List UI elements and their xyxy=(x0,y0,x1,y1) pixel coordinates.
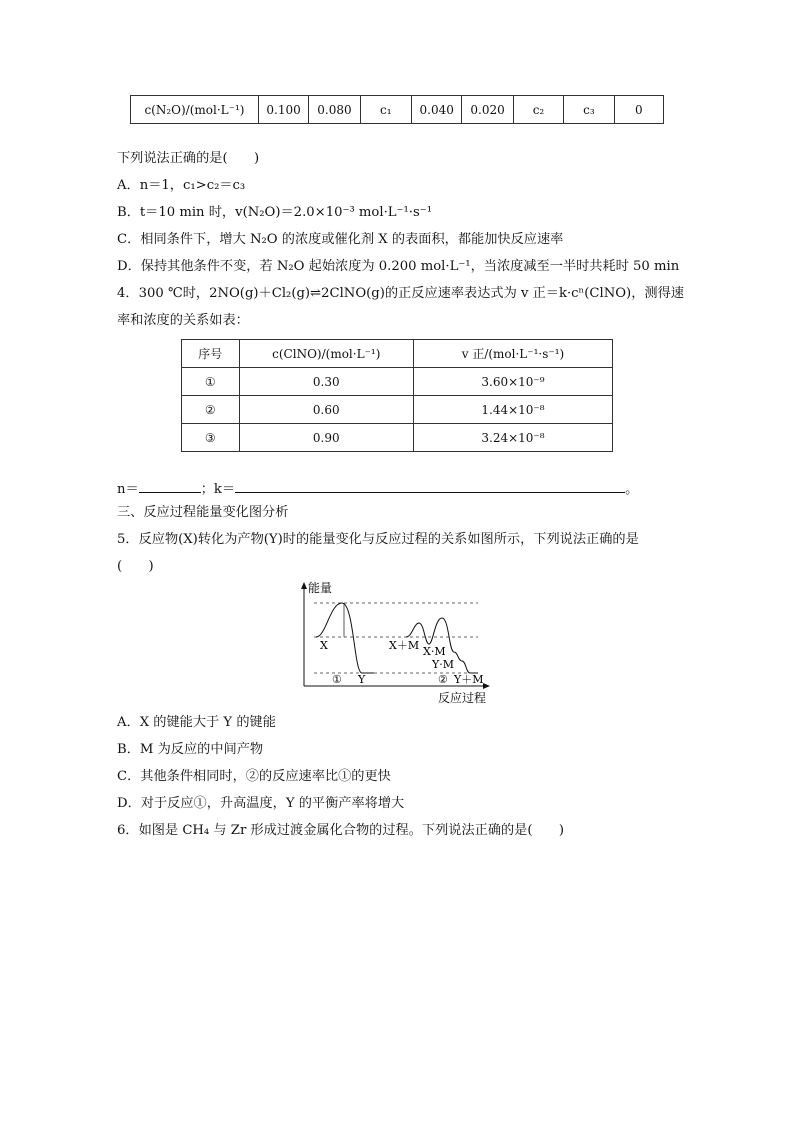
answer-n-blank[interactable] xyxy=(139,479,201,493)
q6-stem: 6．如图是 CH₄ 与 Zr 形成过渡金属化合物的过程。下列说法正确的是( ) xyxy=(117,823,565,838)
label-y-plus-m: Y＋M xyxy=(454,673,484,686)
q5-option-a: A．X 的键能大于 Y 的键能 xyxy=(117,715,276,730)
answer-n-label: n＝ xyxy=(117,482,139,497)
energy-diagram xyxy=(286,578,496,708)
label-x: X xyxy=(320,639,328,652)
x-axis-label: 反应过程 xyxy=(438,691,487,705)
label-y-dot-m: Y·M xyxy=(432,658,455,671)
table-cell: 0.080 xyxy=(309,96,360,124)
table-header-cell: c(N₂O)/(mol·L⁻¹) xyxy=(131,96,259,124)
table-header-row xyxy=(182,340,613,368)
q5-option-d: D．对于反应①，升高温度，Y 的平衡产率将增大 xyxy=(117,796,405,811)
label-x-dot-m: X·M xyxy=(423,645,446,658)
table-cell: ③ xyxy=(182,424,240,452)
q5-option-b: B．M 为反应的中间产物 xyxy=(117,742,264,757)
table-cell: 1.44×10⁻⁸ xyxy=(413,396,612,424)
n2o-concentration-table xyxy=(130,95,664,124)
q3-option-b: B．t＝10 min 时，v(N₂O)＝2.0×10⁻³ mol·L⁻¹·s⁻¹ xyxy=(117,205,432,220)
table-cell: 0 xyxy=(614,96,663,124)
q5-option-c: C．其他条件相同时，②的反应速率比①的更快 xyxy=(117,769,391,784)
table-cell: ① xyxy=(182,368,240,396)
table-cell: 0.100 xyxy=(258,96,308,124)
answer-end: 。 xyxy=(625,482,639,497)
table-header-cell: c(ClNO)/(mol·L⁻¹) xyxy=(239,340,413,368)
label-y: Y xyxy=(358,673,366,686)
table-row xyxy=(182,368,613,396)
q5-stem-line2: ( ) xyxy=(117,559,154,574)
q4-stem-line2: 率和浓度的关系如表： xyxy=(117,313,249,328)
q4-stem-line1: 4．300 ℃时，2NO(g)＋Cl₂(g)⇌2ClNO(g)的正反应速率表达式为 v 正＝k·cⁿ(ClNO)，测得速 xyxy=(117,286,684,301)
table-cell: 0.020 xyxy=(462,96,513,124)
table-cell: 0.60 xyxy=(239,396,413,424)
label-path-1: ① xyxy=(332,673,342,686)
q3-option-a: A．n＝1，c₁>c₂＝c₃ xyxy=(117,178,246,193)
table-header-cell: 序号 xyxy=(182,340,240,368)
y-axis-arrow xyxy=(301,582,307,589)
table-cell: 0.30 xyxy=(239,368,413,396)
q3-option-d: D．保持其他条件不变，若 N₂O 起始浓度为 0.200 mol·L⁻¹，当浓度减至一半时共耗时 50 min xyxy=(117,259,680,274)
path-1-curve xyxy=(316,603,374,673)
table-cell: 3.60×10⁻⁹ xyxy=(413,368,612,396)
answer-k-blank[interactable] xyxy=(235,479,625,493)
table-row xyxy=(182,424,613,452)
section-heading: 三、反应过程能量变化图分析 xyxy=(117,505,289,520)
table-row xyxy=(131,96,664,124)
rate-concentration-table xyxy=(181,339,613,452)
table-cell: c₂ xyxy=(513,96,563,124)
label-x-plus-m: X＋M xyxy=(389,639,420,652)
table-cell: ② xyxy=(182,396,240,424)
x-axis-arrow xyxy=(483,683,490,689)
q5-stem-line1: 5．反应物(X)转化为产物(Y)时的能量变化与反应过程的关系如图所示，下列说法正确的是 xyxy=(117,532,639,547)
table-cell: 0.90 xyxy=(239,424,413,452)
q3-stem: 下列说法正确的是( ) xyxy=(117,151,260,166)
label-path-2: ② xyxy=(438,673,448,686)
table-cell: 0.040 xyxy=(412,96,462,124)
table-cell: 3.24×10⁻⁸ xyxy=(413,424,612,452)
table-cell: c₃ xyxy=(564,96,614,124)
table-cell: c₁ xyxy=(360,96,411,124)
table-header-cell: v 正/(mol·L⁻¹·s⁻¹) xyxy=(413,340,612,368)
q4-answer-line xyxy=(117,479,638,498)
q3-option-c: C．相同条件下，增大 N₂O 的浓度或催化剂 X 的表面积，都能加快反应速率 xyxy=(117,232,564,247)
answer-k-label: ；k＝ xyxy=(200,482,236,497)
table-row xyxy=(182,396,613,424)
y-axis-label: 能量 xyxy=(308,581,333,595)
